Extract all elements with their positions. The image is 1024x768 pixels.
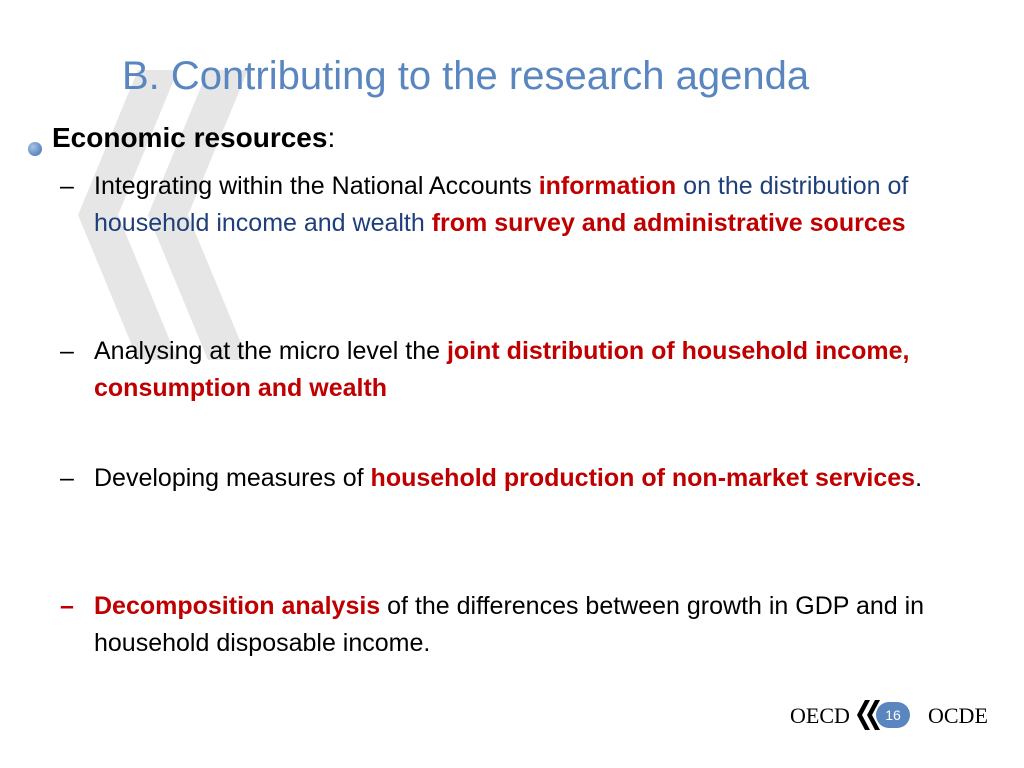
sub-bullet-text bbox=[94, 588, 995, 662]
dash-marker: – bbox=[60, 592, 74, 620]
oecd-footer bbox=[790, 700, 1000, 730]
text-plain: Developing measures of bbox=[94, 464, 371, 492]
sub-bullet-4 bbox=[60, 588, 995, 662]
sub-bullet-1 bbox=[60, 168, 995, 242]
sub-bullet-text bbox=[94, 333, 995, 407]
main-bullet bbox=[52, 120, 335, 156]
text-emphasis: joint distribution of household income, consumption and wealth bbox=[94, 337, 910, 402]
text-emphasis: Decomposition analysis bbox=[94, 592, 381, 620]
footer-oecd-label: OECD bbox=[790, 703, 850, 728]
main-bullet-colon: : bbox=[327, 122, 336, 153]
sub-bullet-3 bbox=[60, 460, 995, 497]
text-emphasis: information bbox=[538, 172, 677, 200]
text-emphasis: household production of non-market services bbox=[370, 464, 916, 492]
text-plain: Integrating within the National Accounts bbox=[94, 172, 539, 200]
dash-marker: – bbox=[60, 464, 74, 492]
slide-title: B. Contributing to the research agenda bbox=[122, 54, 810, 98]
page-number: 16 bbox=[876, 702, 910, 728]
footer-ocde-label: OCDE bbox=[928, 703, 988, 728]
sub-bullet-2 bbox=[60, 333, 995, 407]
bullet-dot-icon bbox=[28, 142, 42, 156]
sub-bullet-text bbox=[94, 460, 995, 497]
text-plain: Analysing at the micro level the bbox=[94, 337, 447, 365]
text-emphasis: from survey and administrative sources bbox=[431, 209, 906, 237]
text-blue: on the distribution of household income and wealth bbox=[94, 172, 909, 237]
main-bullet-label: Economic resources bbox=[52, 122, 328, 153]
dash-marker: – bbox=[60, 172, 74, 200]
dash-marker: – bbox=[60, 337, 74, 365]
text-plain: . bbox=[915, 464, 923, 492]
text-plain: of the differences between growth in GDP and in household disposable income. bbox=[94, 592, 925, 657]
sub-bullet-text bbox=[94, 168, 995, 242]
